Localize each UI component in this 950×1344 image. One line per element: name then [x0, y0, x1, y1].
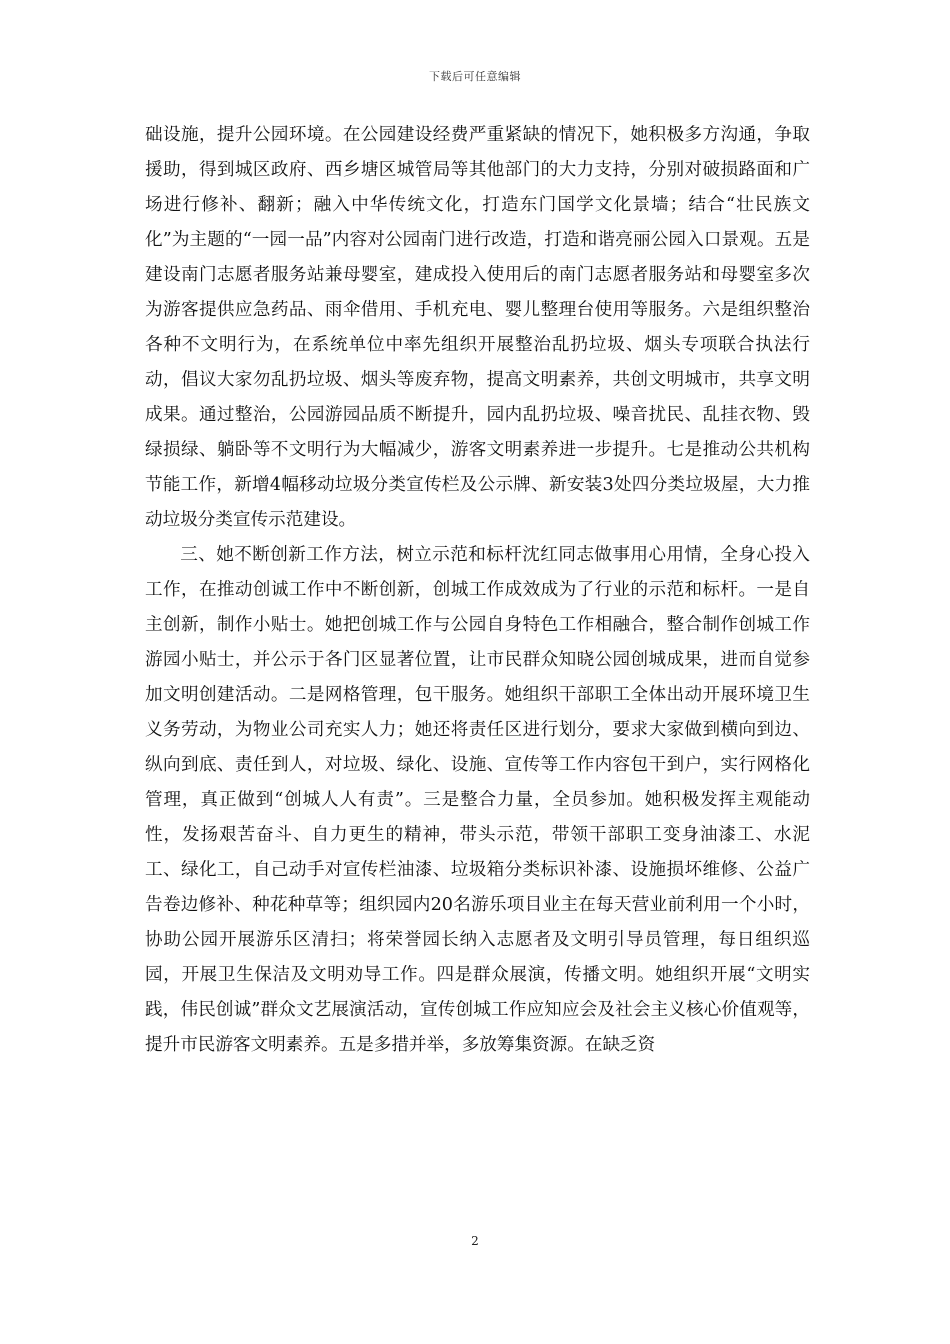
page-number: 2: [471, 1234, 479, 1248]
page-header: 下载后可任意编辑: [429, 70, 521, 83]
paragraph-section-three: 三、她不断创新工作方法，树立示范和标杆沈红同志做事用心用情，全身心投入工作，在推动创诚工作中不断创新，创城工作成效成为了行业的示范和标杆。一是自主创新，制作小贴士。她把创城工作与公园自身特色工作相融合，整合制作创城工作游园小贴士，并公示于各门区显著位置，让市民群众知晓公园创城成果，进而自觉参加文明创建活动。二是网格管理，包干服务。她组织干部职工全体出动开展环境卫生义务劳动，为物业公司充实人力；她还将责任区进行划分，要求大家做到横向到边、纵向到底、责任到人，对垃圾、绿化、设施、宣传等工作内容包干到户，实行网格化管理，真正做到“创城人人有责”。三是整合力量，全员参加。她积极发挥主观能动性，发扬艰苦奋斗、自力更生的精神，带头示范，带领干部职工变身油漆工、水泥工、绿化工，自己动手对宣传栏油漆、垃圾箱分类标识补漆、设施损坏维修、公益广告卷边修补、种花种草等；组织园内20名游乐项目业主在每天营业前利用一个小时，协助公园开展游乐区清扫；将荣誉园长纳入志愿者及文明引导员管理，每日组织巡园，开展卫生保洁及文明劝导工作。四是群众展演，传播文明。她组织开展“文明实践，伟民创诚”群众文艺展演活动，宣传创城工作应知应会及社会主义核心价值观等，提升市民游客文明素养。五是多措并举，多放筹集资源。在缺乏资: [145, 545, 810, 1055]
paragraph-continuation: 础设施，提升公园环境。在公园建设经费严重紧缺的情况下，她积极多方沟通，争取援助，得到城区政府、西乡塘区城管局等其他部门的大力支持，分别对破损路面和广场进行修补、翻新；融入中华传统文化，打造东门国学文化景墙；结合“壮民族文化”为主题的“一园一品”内容对公园南门进行改造，打造和谐亮丽公园入口景观。五是建设南门志愿者服务站兼母婴室，建成投入使用后的南门志愿者服务站和母婴室多次为游客提供应急药品、雨伞借用、手机充电、婴儿整理台使用等服务。六是组织整治各种不文明行为，在系统单位中率先组织开展整治乱扔垃圾、烟头专项联合执法行动，倡议大家勿乱扔垃圾、烟头等废弃物，提高文明素养，共创文明城市，共享文明成果。通过整治，公园游园品质不断提升，园内乱扔垃圾、噪音扰民、乱挂衣物、毁绿损绿、躺卧等不文明行为大幅减少，游客文明素养进一步提升。七是推动公共机构节能工作，新增4幅移动垃圾分类宣传栏及公示牌、新安装3处四分类垃圾屋，大力推动垃圾分类宣传示范建设。: [145, 125, 810, 530]
document-body: [145, 118, 810, 1063]
